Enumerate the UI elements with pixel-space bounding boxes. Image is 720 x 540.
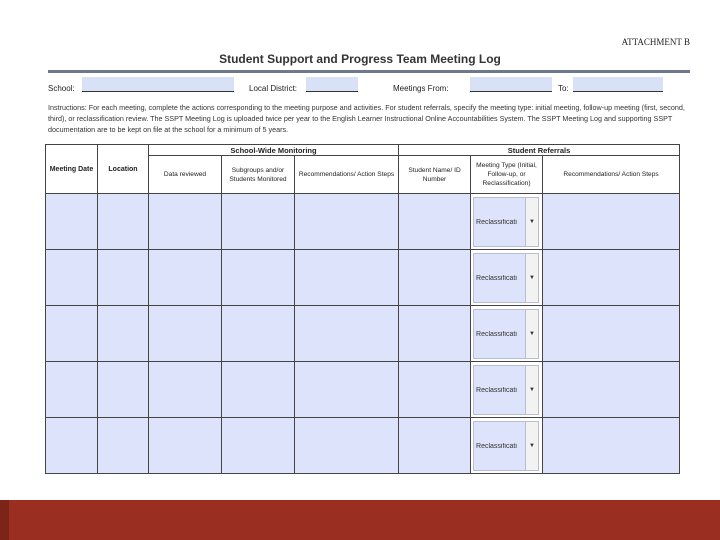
- meeting-date-cell[interactable]: [46, 418, 98, 474]
- footer-bar: [0, 500, 720, 540]
- student-name-cell[interactable]: [399, 418, 471, 474]
- recommendations-sr-cell[interactable]: [543, 418, 680, 474]
- page-title: Student Support and Progress Team Meeting Log: [219, 52, 501, 66]
- dropdown-arrow-icon[interactable]: ▼: [525, 254, 538, 302]
- data-reviewed-cell[interactable]: [149, 194, 222, 250]
- subgroups-cell[interactable]: [222, 418, 295, 474]
- school-label: School:: [48, 84, 75, 93]
- col-recommendations-sr: Recommendations/ Action Steps: [543, 156, 680, 194]
- table-row: [46, 250, 680, 306]
- dropdown-arrow-icon[interactable]: ▼: [525, 198, 538, 246]
- subgroups-cell[interactable]: [222, 194, 295, 250]
- recommendations-sw-cell[interactable]: [295, 194, 399, 250]
- student-name-cell[interactable]: [399, 306, 471, 362]
- subgroups-cell[interactable]: [222, 362, 295, 418]
- meeting-date-cell[interactable]: [46, 362, 98, 418]
- meetings-from-label: Meetings From:: [393, 84, 449, 93]
- student-name-cell[interactable]: [399, 250, 471, 306]
- col-location: Location: [98, 145, 149, 194]
- table-row: [46, 306, 680, 362]
- meeting-type-cell: [471, 418, 543, 474]
- meeting-type-value: Reclassificati: [476, 442, 517, 450]
- col-meeting-date: Meeting Date: [46, 145, 98, 194]
- table-row: [46, 362, 680, 418]
- title-divider: [48, 70, 690, 73]
- location-cell[interactable]: [98, 194, 149, 250]
- group-student-referrals: Student Referrals: [399, 145, 680, 156]
- footer-accent: [0, 500, 9, 540]
- to-label: To:: [558, 84, 569, 93]
- local-district-label: Local District:: [249, 84, 298, 93]
- meeting-type-value: Reclassificati: [476, 274, 517, 282]
- meeting-date-cell[interactable]: [46, 194, 98, 250]
- location-cell[interactable]: [98, 362, 149, 418]
- meetings-from-field[interactable]: [470, 77, 552, 92]
- meeting-type-dropdown[interactable]: [473, 309, 539, 359]
- instructions-text: Instructions: For each meeting, complete the actions corresponding to the meeting purpose and activities. For student referrals, specify the meeting type: initial meeting, follow-up meeting (first, second, third), or reclassification review. The SSPT Meeting Log is uploaded twice per year to the English Learner Instructional Online Accountabilities System. The SSPT Meeting Log and supporting SSPT documentation are to be kept on file at the school for a minimum of 5 years.: [48, 103, 685, 134]
- recommendations-sw-cell[interactable]: [295, 306, 399, 362]
- recommendations-sw-cell[interactable]: [295, 250, 399, 306]
- student-name-cell[interactable]: [399, 194, 471, 250]
- subgroups-cell[interactable]: [222, 306, 295, 362]
- local-district-field[interactable]: [306, 77, 358, 92]
- attachment-label: ATTACHMENT B: [621, 37, 690, 47]
- col-recommendations-sw: Recommendations/ Action Steps: [295, 156, 399, 194]
- dropdown-arrow-icon[interactable]: ▼: [525, 422, 538, 470]
- table-row: [46, 418, 680, 474]
- student-name-cell[interactable]: [399, 362, 471, 418]
- col-data-reviewed: Data reviewed: [149, 156, 222, 194]
- to-field[interactable]: [573, 77, 663, 92]
- meeting-type-cell: [471, 194, 543, 250]
- meeting-type-dropdown[interactable]: [473, 197, 539, 247]
- meeting-log-table: [45, 144, 680, 474]
- recommendations-sw-cell[interactable]: [295, 418, 399, 474]
- meeting-date-cell[interactable]: [46, 250, 98, 306]
- meeting-date-cell[interactable]: [46, 306, 98, 362]
- location-cell[interactable]: [98, 418, 149, 474]
- meeting-type-dropdown[interactable]: [473, 253, 539, 303]
- data-reviewed-cell[interactable]: [149, 362, 222, 418]
- recommendations-sr-cell[interactable]: [543, 194, 680, 250]
- col-student-name: Student Name/ ID Number: [399, 156, 471, 194]
- table-row: [46, 194, 680, 250]
- meeting-type-value: Reclassificati: [476, 330, 517, 338]
- recommendations-sr-cell[interactable]: [543, 362, 680, 418]
- meeting-type-cell: [471, 362, 543, 418]
- group-school-wide: School-Wide Monitoring: [149, 145, 399, 156]
- meeting-type-value: Reclassificati: [476, 386, 517, 394]
- location-cell[interactable]: [98, 250, 149, 306]
- col-meeting-type: Meeting Type (Initial, Follow-up, or Reclassification): [471, 156, 543, 194]
- recommendations-sr-cell[interactable]: [543, 306, 680, 362]
- recommendations-sw-cell[interactable]: [295, 362, 399, 418]
- meeting-type-cell: [471, 306, 543, 362]
- header-fields: [48, 77, 688, 97]
- meeting-type-dropdown[interactable]: [473, 421, 539, 471]
- location-cell[interactable]: [98, 306, 149, 362]
- meeting-type-cell: [471, 250, 543, 306]
- meeting-type-dropdown[interactable]: [473, 365, 539, 415]
- data-reviewed-cell[interactable]: [149, 306, 222, 362]
- recommendations-sr-cell[interactable]: [543, 250, 680, 306]
- school-field[interactable]: [82, 77, 234, 92]
- data-reviewed-cell[interactable]: [149, 418, 222, 474]
- dropdown-arrow-icon[interactable]: ▼: [525, 366, 538, 414]
- dropdown-arrow-icon[interactable]: ▼: [525, 310, 538, 358]
- subgroups-cell[interactable]: [222, 250, 295, 306]
- col-subgroups: Subgroups and/or Students Monitored: [222, 156, 295, 194]
- meeting-type-value: Reclassificati: [476, 218, 517, 226]
- data-reviewed-cell[interactable]: [149, 250, 222, 306]
